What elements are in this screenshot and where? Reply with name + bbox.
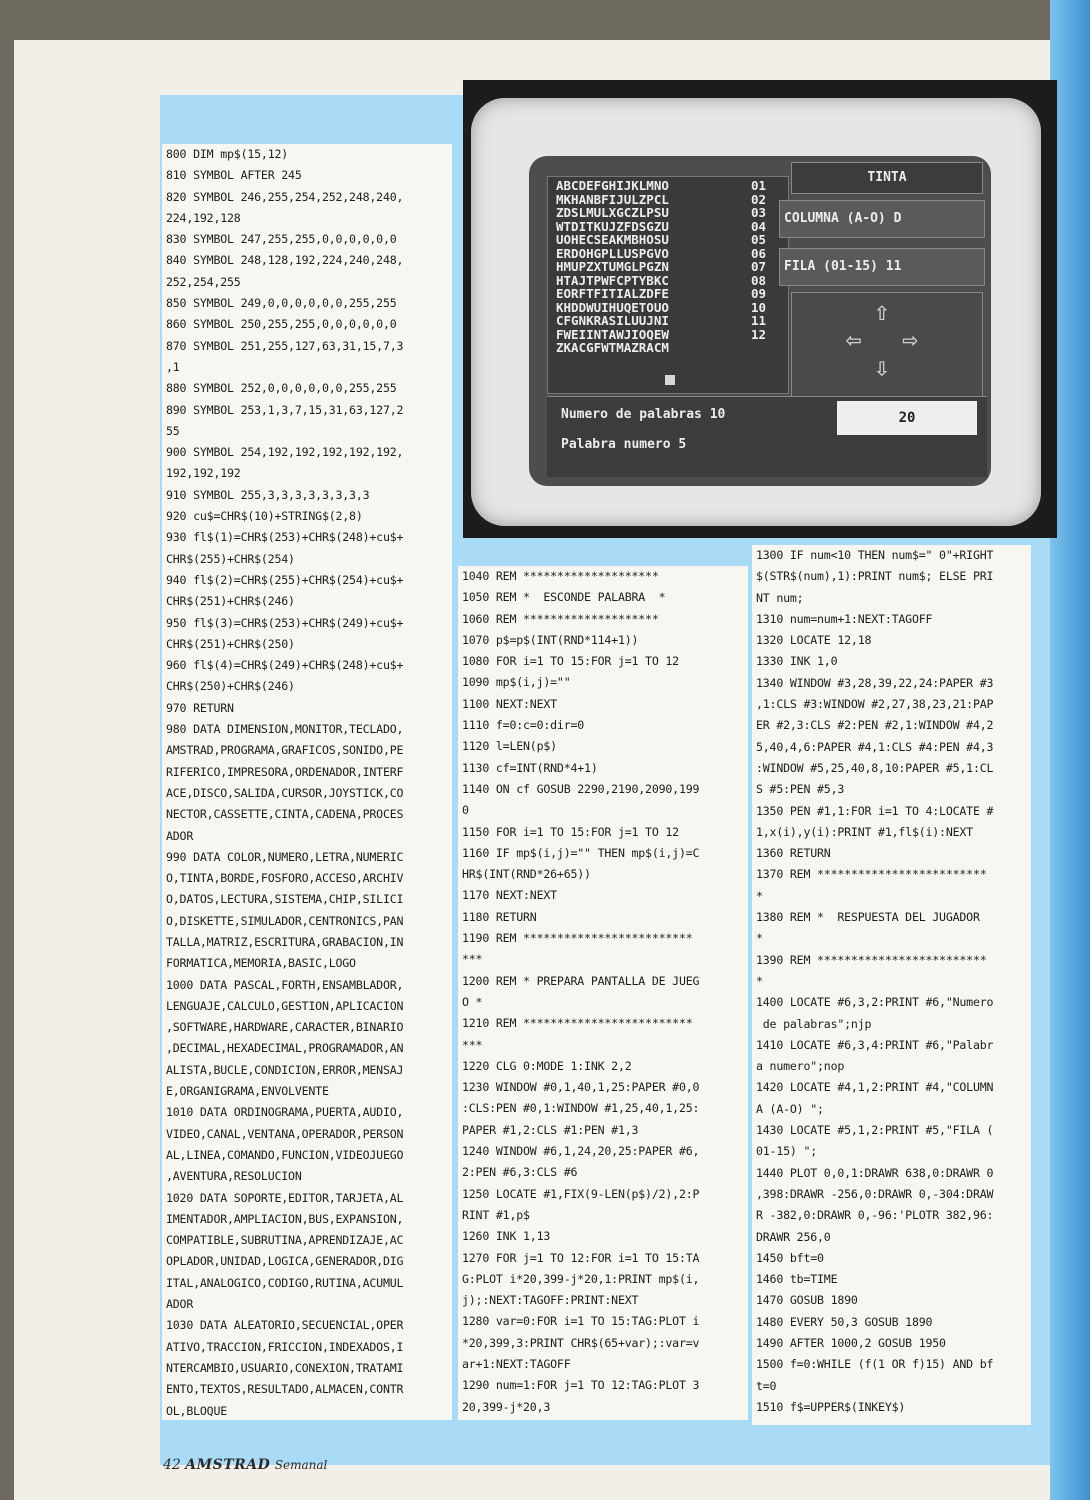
code-line: ATIVO,TRACCION,FRICCION,INDEXADOS,I: [166, 1339, 404, 1354]
code-line: 1380 REM * RESPUESTA DEL JUGADOR: [756, 910, 980, 925]
monitor-photo: [463, 80, 1057, 538]
code-line: 1500 f=0:WHILE (f(1 OR f)15) AND bf: [756, 1357, 994, 1372]
direction-arrows: [791, 292, 983, 398]
code-line: 1330 INK 1,0: [756, 654, 838, 669]
code-line: :CLS:PEN #0,1:WINDOW #1,25,40,1,25:: [462, 1101, 700, 1116]
code-line: ,1: [166, 359, 180, 374]
code-line: DRAWR 256,0: [756, 1229, 831, 1244]
code-line: 1480 EVERY 50,3 GOSUB 1890: [756, 1314, 933, 1329]
code-line: 1240 WINDOW #6,1,24,20,25:PAPER #6,: [462, 1144, 700, 1159]
code-line: FORMATICA,MEMORIA,BASIC,LOGO: [166, 956, 356, 971]
code-line: de palabras";njp: [756, 1016, 872, 1031]
code-line: IMENTADOR,AMPLIACION,BUS,EXPANSION,: [166, 1211, 404, 1226]
code-line: 1340 WINDOW #3,28,39,22,24:PAPER #3: [756, 675, 994, 690]
word-number-label: Palabra numero 5: [561, 437, 687, 452]
code-line: VIDEO,CANAL,VENTANA,OPERADOR,PERSON: [166, 1126, 404, 1141]
code-line: 1020 DATA SOPORTE,EDITOR,TARJETA,AL: [166, 1190, 404, 1205]
code-line: 880 SYMBOL 252,0,0,0,0,0,0,255,255: [166, 381, 397, 396]
code-line: 1170 NEXT:NEXT: [462, 888, 557, 903]
code-line: 1510 f$=UPPER$(INKEY$): [756, 1399, 906, 1414]
arrow-down-icon: ⇩: [874, 353, 890, 383]
code-line: NT num;: [756, 590, 804, 605]
code-line: ACE,DISCO,SALIDA,CURSOR,JOYSTICK,CO: [166, 785, 404, 800]
code-line: 1220 CLG 0:MODE 1:INK 2,2: [462, 1058, 632, 1073]
code-line: 1450 bft=0: [756, 1250, 824, 1265]
code-line: 970 RETURN: [166, 700, 234, 715]
code-line: 1030 DATA ALEATORIO,SECUENCIAL,OPER: [166, 1318, 404, 1333]
code-line: 1390 REM *************************: [756, 952, 987, 967]
code-line: 1430 LOCATE #5,1,2:PRINT #5,"FILA (: [756, 1123, 994, 1138]
game-screen: [529, 156, 991, 486]
grid-letters: ABCDEFGHIJKLMNO MKHANBFIJULZPCL ZDSLMULXGCZLPSU WTDITKUJZFDSGZU UOHECSEAKMBHOSU ERDOHGPLLUSPGVO HMUPZXTUMGLPGZN HTAJTPWFCPTYBKC EORFTFITIALZDFE KHDDWUIHUQETOUO CFGNKRASILUUJNI FWEIINTAWJIOQEW ZKACGFWTMAZRACM: [556, 178, 669, 355]
code-line: *20,399,3:PRINT CHR$(65+var);:var=v: [462, 1335, 700, 1350]
code-line: CHR$(250)+CHR$(246): [166, 679, 295, 694]
code-line: 1160 IF mp$(i,j)="" THEN mp$(i,j)=C: [462, 845, 700, 860]
code-line: ,DECIMAL,HEXADECIMAL,PROGRAMADOR,AN: [166, 1041, 404, 1056]
code-line: 1180 RETURN: [462, 909, 537, 924]
code-line: 1230 WINDOW #0,1,40,1,25:PAPER #0,0: [462, 1080, 700, 1095]
code-line: ADOR: [166, 1297, 194, 1312]
code-line: ENTO,TEXTOS,RESULTADO,ALMACEN,CONTR: [166, 1382, 404, 1397]
code-line: 930 fl$(1)=CHR$(253)+CHR$(248)+cu$+: [166, 530, 404, 545]
code-line: 1090 mp$(i,j)="": [462, 675, 571, 690]
code-line: CHR$(251)+CHR$(250): [166, 636, 295, 651]
code-line: 1410 LOCATE #6,3,4:PRINT #6,"Palabr: [756, 1037, 994, 1052]
tinta-label: TINTA: [791, 162, 983, 194]
arrow-left-icon: ⇦: [846, 325, 862, 355]
code-line: 1200 REM * PREPARA PANTALLA DE JUEG: [462, 973, 700, 988]
code-line: t=0: [756, 1378, 777, 1393]
code-line: 1050 REM * ESCONDE PALABRA *: [462, 590, 666, 605]
code-line: NTERCAMBIO,USUARIO,CONEXION,TRATAMI: [166, 1360, 404, 1375]
listing-column-1: [162, 144, 452, 1420]
code-line: ITAL,ANALOGICO,CODIGO,RUTINA,ACUMUL: [166, 1275, 404, 1290]
arrow-up-icon: ⇧: [874, 297, 890, 327]
code-line: ,1:CLS #3:WINDOW #2,27,38,23,21:PAP: [756, 697, 994, 712]
code-line: 1460 tb=TIME: [756, 1272, 838, 1287]
code-line: G:PLOT i*20,399-j*20,1:PRINT mp$(i,: [462, 1271, 700, 1286]
code-line: 1420 LOCATE #4,1,2:PRINT #4,"COLUMN: [756, 1080, 994, 1095]
code-line: 830 SYMBOL 247,255,255,0,0,0,0,0,0: [166, 232, 397, 247]
code-line: *: [756, 888, 763, 903]
code-line: 1400 LOCATE #6,3,2:PRINT #6,"Numero: [756, 995, 994, 1010]
code-line: 1320 LOCATE 12,18: [756, 633, 872, 648]
code-line: $(STR$(num),1):PRINT num$; ELSE PRI: [756, 569, 994, 584]
code-line: ER #2,3:CLS #2:PEN #2,1:WINDOW #4,2: [756, 718, 994, 733]
code-line: 850 SYMBOL 249,0,0,0,0,0,0,255,255: [166, 296, 397, 311]
code-line: ,SOFTWARE,HARDWARE,CARACTER,BINARIO: [166, 1020, 404, 1035]
code-line: 840 SYMBOL 248,128,192,224,240,248,: [166, 253, 404, 268]
code-line: 1080 FOR i=1 TO 15:FOR j=1 TO 12: [462, 654, 679, 669]
code-line: 1060 REM ********************: [462, 611, 659, 626]
code-line: 1270 FOR j=1 TO 12:FOR i=1 TO 15:TA: [462, 1250, 700, 1265]
code-line: 890 SYMBOL 253,1,3,7,15,31,63,127,2: [166, 402, 404, 417]
code-line: 1440 PLOT 0,0,1:DRAWR 638,0:DRAWR 0: [756, 1165, 994, 1180]
code-line: 192,192,192: [166, 466, 241, 481]
code-line: 1310 num=num+1:NEXT:TAGOFF: [756, 611, 933, 626]
page-footer: [163, 1457, 327, 1473]
code-line: 1260 INK 1,13: [462, 1229, 551, 1244]
code-line: *: [756, 973, 763, 988]
code-line: O,DISKETTE,SIMULADOR,CENTRONICS,PAN: [166, 913, 404, 928]
code-line: 1370 REM *************************: [756, 867, 987, 882]
code-line: 1300 IF num<10 THEN num$=" 0"+RIGHT: [756, 548, 994, 562]
code-line: ***: [462, 1037, 483, 1052]
code-line: 920 cu$=CHR$(10)+STRING$(2,8): [166, 509, 363, 524]
code-line: :WINDOW #5,25,40,8,10:PAPER #5,1:CL: [756, 760, 994, 775]
monitor-bezel: [471, 98, 1041, 526]
code-line: OL,BLOQUE: [166, 1403, 228, 1418]
magazine-subtitle: Semanal: [274, 1458, 328, 1472]
code-line: 2:PEN #6,3:CLS #6: [462, 1165, 578, 1180]
code-line: 910 SYMBOL 255,3,3,3,3,3,3,3,3: [166, 487, 370, 502]
code-line: OPLADOR,UNIDAD,LOGICA,GENERADOR,DIG: [166, 1254, 404, 1269]
code-line: 800 DIM mp$(15,12): [166, 147, 289, 161]
page-number: 42: [163, 1457, 181, 1473]
code-line: 1190 REM *************************: [462, 931, 693, 946]
code-line: S #5:PEN #5,3: [756, 782, 845, 797]
code-line: 1000 DATA PASCAL,FORTH,ENSAMBLADOR,: [166, 977, 404, 992]
columna-label: COLUMNA (A-O) D: [779, 200, 985, 238]
arrow-right-icon: ⇨: [902, 325, 918, 355]
code-line: NECTOR,CASSETTE,CINTA,CADENA,PROCES: [166, 807, 404, 822]
code-line: 01-15) ";: [756, 1144, 818, 1159]
listing-column-3: [752, 545, 1031, 1425]
code-line: RIFERICO,IMPRESORA,ORDENADOR,INTERF: [166, 764, 404, 779]
fila-label: FILA (01-15) 11: [779, 248, 985, 286]
code-line: R -382,0:DRAWR 0,-96:'PLOTR 382,96:: [756, 1208, 994, 1223]
code-line: 1470 GOSUB 1890: [756, 1293, 858, 1308]
code-line: 1130 cf=INT(RND*4+1): [462, 760, 598, 775]
code-line: 0: [462, 803, 469, 818]
code-line: ALISTA,BUCLE,CONDICION,ERROR,MENSAJ: [166, 1062, 404, 1077]
code-line: j);:NEXT:TAGOFF:PRINT:NEXT: [462, 1293, 639, 1308]
code-line: *: [756, 931, 763, 946]
code-line: 1100 NEXT:NEXT: [462, 696, 557, 711]
code-line: COMPATIBLE,SUBRUTINA,APRENDIZAJE,AC: [166, 1233, 404, 1248]
code-line: 252,254,255: [166, 274, 241, 289]
code-line: 1,x(i),y(i):PRINT #1,fl$(i):NEXT: [756, 824, 973, 839]
code-line: 20,399-j*20,3: [462, 1399, 551, 1414]
listing-column-2: [458, 566, 748, 1420]
code-line: 1140 ON cf GOSUB 2290,2190,2090,199: [462, 781, 700, 796]
code-line: 990 DATA COLOR,NUMERO,LETRA,NUMERIC: [166, 849, 404, 864]
score-box: 20: [837, 401, 977, 435]
code-line: 1210 REM *************************: [462, 1016, 693, 1031]
code-line: 950 fl$(3)=CHR$(253)+CHR$(249)+cu$+: [166, 615, 404, 630]
code-line: AMSTRAD,PROGRAMA,GRAFICOS,SONIDO,PE: [166, 743, 404, 758]
code-line: 810 SYMBOL AFTER 245: [166, 168, 302, 183]
num-words-label: Numero de palabras 10: [561, 407, 726, 422]
code-line: 1250 LOCATE #1,FIX(9-LEN(p$)/2),2:P: [462, 1186, 700, 1201]
code-line: 1350 PEN #1,1:FOR i=1 TO 4:LOCATE #: [756, 803, 994, 818]
code-line: a numero";nop: [756, 1059, 845, 1074]
code-line: LENGUAJE,CALCULO,GESTION,APLICACION: [166, 998, 404, 1013]
code-line: 1150 FOR i=1 TO 15:FOR j=1 TO 12: [462, 824, 679, 839]
code-line: 1010 DATA ORDINOGRAMA,PUERTA,AUDIO,: [166, 1105, 404, 1120]
code-line: 1120 l=LEN(p$): [462, 739, 557, 754]
code-line: RINT #1,p$: [462, 1207, 530, 1222]
code-line: 5,40,4,6:PAPER #4,1:CLS #4:PEN #4,3: [756, 739, 994, 754]
code-line: 820 SYMBOL 246,255,254,252,248,240,: [166, 189, 404, 204]
code-line: 1290 num=1:FOR j=1 TO 12:TAG:PLOT 3: [462, 1378, 700, 1393]
code-line: 1280 var=0:FOR i=1 TO 15:TAG:PLOT i: [462, 1314, 700, 1329]
code-line: 1360 RETURN: [756, 846, 831, 861]
code-line: 940 fl$(2)=CHR$(255)+CHR$(254)+cu$+: [166, 572, 404, 587]
code-line: 900 SYMBOL 254,192,192,192,192,192,: [166, 445, 404, 460]
code-line: ADOR: [166, 828, 194, 843]
code-line: O,DATOS,LECTURA,SISTEMA,CHIP,SILICI: [166, 892, 404, 907]
code-line: TALLA,MATRIZ,ESCRITURA,GRABACION,IN: [166, 934, 404, 949]
code-line: ***: [462, 952, 483, 967]
code-line: CHR$(251)+CHR$(246): [166, 594, 295, 609]
code-line: CHR$(255)+CHR$(254): [166, 551, 295, 566]
code-line: AL,LINEA,COMANDO,FUNCION,VIDEOJUEGO: [166, 1147, 404, 1162]
code-line: 55: [166, 423, 180, 438]
magazine-brand: AMSTRAD: [185, 1457, 271, 1473]
cursor-block: [665, 375, 675, 385]
code-line: 870 SYMBOL 251,255,127,63,31,15,7,3: [166, 338, 404, 353]
code-line: E,ORGANIGRAMA,ENVOLVENTE: [166, 1084, 329, 1099]
code-line: 1070 p$=p$(INT(RND*114+1)): [462, 632, 639, 647]
letter-grid: [547, 176, 789, 394]
code-line: 1040 REM ********************: [462, 569, 659, 583]
code-line: O *: [462, 994, 483, 1009]
code-line: 860 SYMBOL 250,255,255,0,0,0,0,0,0: [166, 317, 397, 332]
code-line: O,TINTA,BORDE,FOSFORO,ACCESO,ARCHIV: [166, 871, 404, 886]
code-line: 980 DATA DIMENSION,MONITOR,TECLADO,: [166, 722, 404, 737]
code-line: ,398:DRAWR -256,0:DRAWR 0,-304:DRAW: [756, 1186, 994, 1201]
code-line: HR$(INT(RND*26+65)): [462, 867, 591, 882]
code-line: ,AVENTURA,RESOLUCION: [166, 1169, 302, 1184]
code-line: 1490 AFTER 1000,2 GOSUB 1950: [756, 1335, 946, 1350]
code-line: 224,192,128: [166, 210, 241, 225]
code-line: A (A-O) ";: [756, 1101, 824, 1116]
code-line: PAPER #1,2:CLS #1:PEN #1,3: [462, 1122, 639, 1137]
status-box: [547, 396, 987, 477]
code-line: 960 fl$(4)=CHR$(249)+CHR$(248)+cu$+: [166, 658, 404, 673]
grid-row-numbers: 01 02 03 04 05 06 07 08 09 10 11 12: [751, 178, 767, 342]
code-line: 1110 f=0:c=0:dir=0: [462, 718, 585, 733]
code-line: ar+1:NEXT:TAGOFF: [462, 1356, 571, 1371]
